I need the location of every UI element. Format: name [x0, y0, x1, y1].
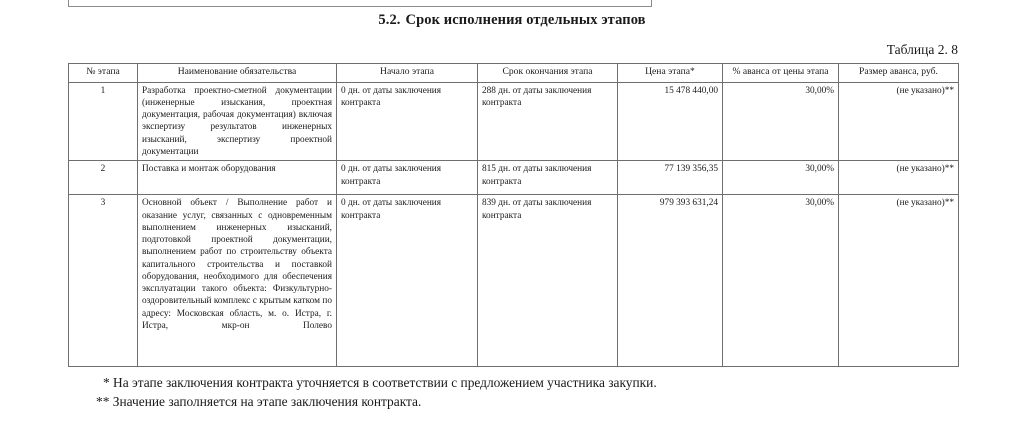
- page-title: [0, 12, 1024, 29]
- column-header-stage-price: Цена этапа*: [618, 64, 723, 83]
- table-row: [69, 82, 959, 161]
- cell-stage-end: 815 дн. от даты заключения контракта: [478, 161, 618, 195]
- previous-table-remnant: [68, 0, 652, 7]
- footnote-single-asterisk: * На этапе заключения контракта уточняется в соответствии с предложением участника закупки.: [103, 375, 657, 390]
- cell-stage-number: 2: [69, 161, 138, 195]
- cell-stage-start: 0 дн. от даты заключения контракта: [337, 195, 478, 367]
- column-header-advance-sum: Размер аванса, руб.: [839, 64, 959, 83]
- stages-table: [68, 63, 959, 367]
- column-header-stage-end: Срок окончания этапа: [478, 64, 618, 83]
- cell-obligation-name: Основной объект / Выполнение работ и оказание услуг, связанных с одновременным выполнением инженерных изысканий, подготовкой проектной документации, выполнением работ по строительству объекта капитального строительства и поставкой оборудования, необходимого для обеспечения эксплуатации такого объекта: Физкультурно-оздоровительный комплекс с крытым катком по адресу: Московская область, м. о. Истра, г. Истра, мкр-он Полево: [138, 195, 337, 367]
- table-header-row: [69, 64, 959, 83]
- section-title: Срок исполнения отдельных этапов: [405, 12, 646, 28]
- cell-stage-price: 979 393 631,24: [618, 195, 723, 367]
- footnote-double-asterisk: ** Значение заполняется на этапе заключения контракта.: [96, 394, 422, 410]
- cell-stage-price: 15 478 440,00: [618, 82, 723, 161]
- column-header-obligation-name: Наименование обязательства: [138, 64, 337, 83]
- cell-advance-percent: 30,00%: [723, 195, 839, 367]
- cell-advance-sum: (не указано)**: [839, 161, 959, 195]
- column-header-advance-percent: % аванса от цены этапа: [723, 64, 839, 83]
- column-header-stage-start: Начало этапа: [337, 64, 478, 83]
- cell-stage-start: 0 дн. от даты заключения контракта: [337, 161, 478, 195]
- cell-obligation-name: Разработка проектно-сметной документации (инженерные изыскания, проектная документация, рабочая документация) включая экспертизу результатов инженерных изысканий, экспертизу проектной документации: [138, 82, 337, 161]
- cell-stage-price: 77 139 356,35: [618, 161, 723, 195]
- cell-advance-sum: (не указано)**: [839, 195, 959, 367]
- cell-stage-end: 288 дн. от даты заключения контракта: [478, 82, 618, 161]
- table-caption: Таблица 2. 8: [886, 42, 958, 57]
- cell-stage-number: 1: [69, 82, 138, 161]
- column-header-stage-number: № этапа: [69, 64, 138, 83]
- cell-stage-start: 0 дн. от даты заключения контракта: [337, 82, 478, 161]
- cell-advance-sum: (не указано)**: [839, 82, 959, 161]
- section-number: 5.2.: [378, 12, 401, 28]
- cell-obligation-name: Поставка и монтаж оборудования: [138, 161, 337, 195]
- cell-advance-percent: 30,00%: [723, 161, 839, 195]
- cell-stage-end: 839 дн. от даты заключения контракта: [478, 195, 618, 367]
- table-row: [69, 195, 959, 367]
- table-row: [69, 161, 959, 195]
- cell-advance-percent: 30,00%: [723, 82, 839, 161]
- footnotes: [96, 373, 657, 412]
- cell-stage-number: 3: [69, 195, 138, 367]
